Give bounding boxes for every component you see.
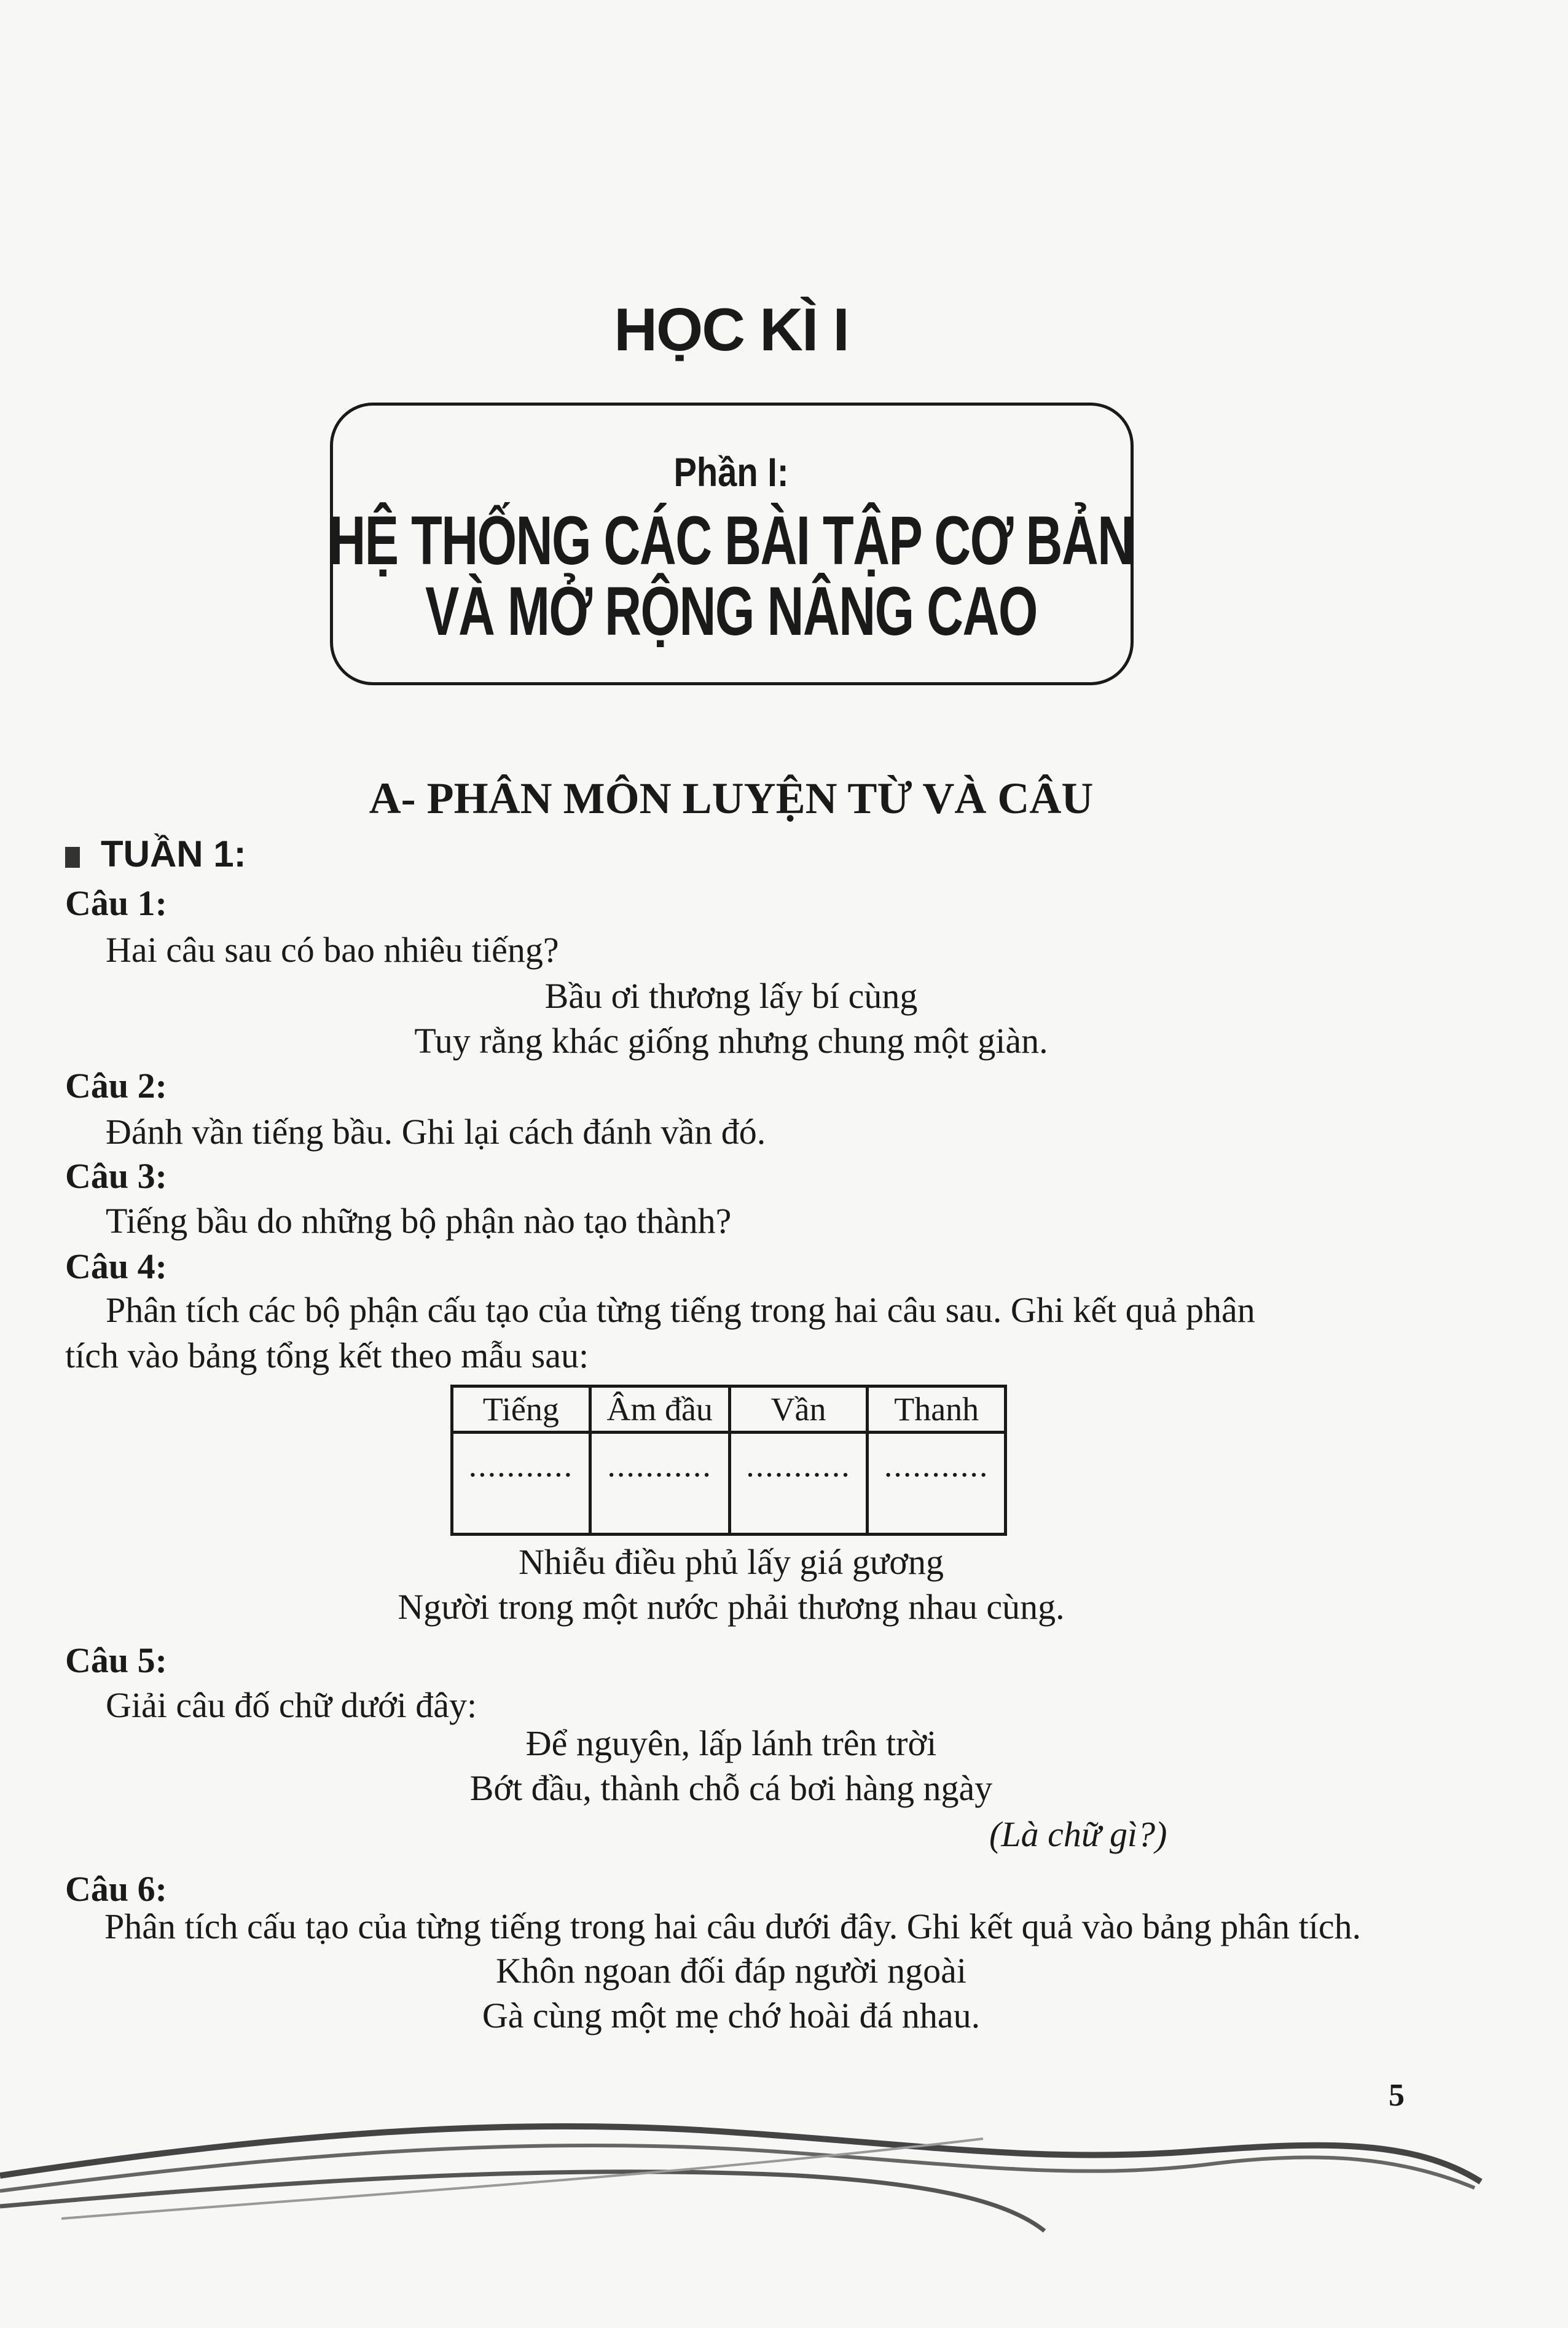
analysis-table [450, 1385, 1007, 1536]
verse-line: Khôn ngoan đối đáp người ngoài [495, 1951, 967, 1991]
question-label: Câu 1: [65, 883, 167, 923]
verse-line: Để nguyên, lấp lánh trên trời [525, 1723, 937, 1763]
table-cell: ........... [590, 1433, 729, 1535]
header-cell: Vần [729, 1386, 868, 1433]
question-label: Câu 5: [65, 1640, 167, 1680]
verse-line: Bầu ơi thương lấy bí cùng [544, 976, 918, 1016]
bullet-icon [65, 847, 80, 868]
verse-line: Người trong một nước phải thương nhau cùng. [398, 1587, 1065, 1627]
riddle-note: (Là chữ gì?) [989, 1814, 1167, 1854]
table-cell: ........... [868, 1433, 1006, 1535]
part-title-line1: HỆ THỐNG CÁC BÀI TẬP CƠ BẢN [329, 502, 1134, 579]
header-cell: Thanh [868, 1386, 1006, 1433]
verse-line: Nhiễu điều phủ lấy giá gương [519, 1542, 944, 1582]
verse-line: Gà cùng một mẹ chớ hoài đá nhau. [482, 1996, 981, 2035]
question-label: Câu 2: [65, 1066, 167, 1106]
header-cell: Tiếng [452, 1386, 590, 1433]
header-cell: Âm đầu [590, 1386, 729, 1433]
question-prompt: Hai câu sau có bao nhiêu tiếng? [106, 930, 559, 970]
question-label: Câu 4: [65, 1246, 167, 1286]
section-title: A- PHÂN MÔN LUYỆN TỪ VÀ CÂU [369, 774, 1094, 823]
table-row [452, 1433, 1006, 1535]
question-label: Câu 3: [65, 1156, 167, 1196]
semester-title: HỌC KÌ I [614, 296, 849, 363]
question-prompt: Tiếng bầu do những bộ phận nào tạo thành? [106, 1201, 732, 1241]
question-label: Câu 6: [65, 1869, 167, 1909]
page-number: 5 [1389, 2078, 1405, 2113]
part-label: Phần I: [673, 449, 789, 495]
part-title-line2: VÀ MỞ RỘNG NÂNG CAO [425, 573, 1037, 650]
table-cell: ........... [452, 1433, 590, 1535]
question-prompt: Phân tích các bộ phận cấu tạo của từng tiếng trong hai câu sau. Ghi kết quả phân [106, 1290, 1255, 1330]
question-prompt: Đánh vần tiếng bầu. Ghi lại cách đánh vần đó. [106, 1112, 766, 1152]
week-title: TUẦN 1: [101, 833, 246, 875]
verse-line: Bớt đầu, thành chỗ cá bơi hàng ngày [469, 1768, 993, 1808]
decorative-wave [0, 2090, 1568, 2249]
question-prompt: tích vào bảng tổng kết theo mẫu sau: [65, 1335, 589, 1375]
question-prompt: Phân tích cấu tạo của từng tiếng trong hai câu dưới đây. Ghi kết quả vào bảng phân tích. [104, 1906, 1362, 1946]
verse-line: Tuy rằng khác giống nhưng chung một giàn. [414, 1021, 1048, 1061]
question-prompt: Giải câu đố chữ dưới đây: [106, 1685, 477, 1725]
table-header-row [452, 1386, 1006, 1433]
table-cell: ........... [729, 1433, 868, 1535]
